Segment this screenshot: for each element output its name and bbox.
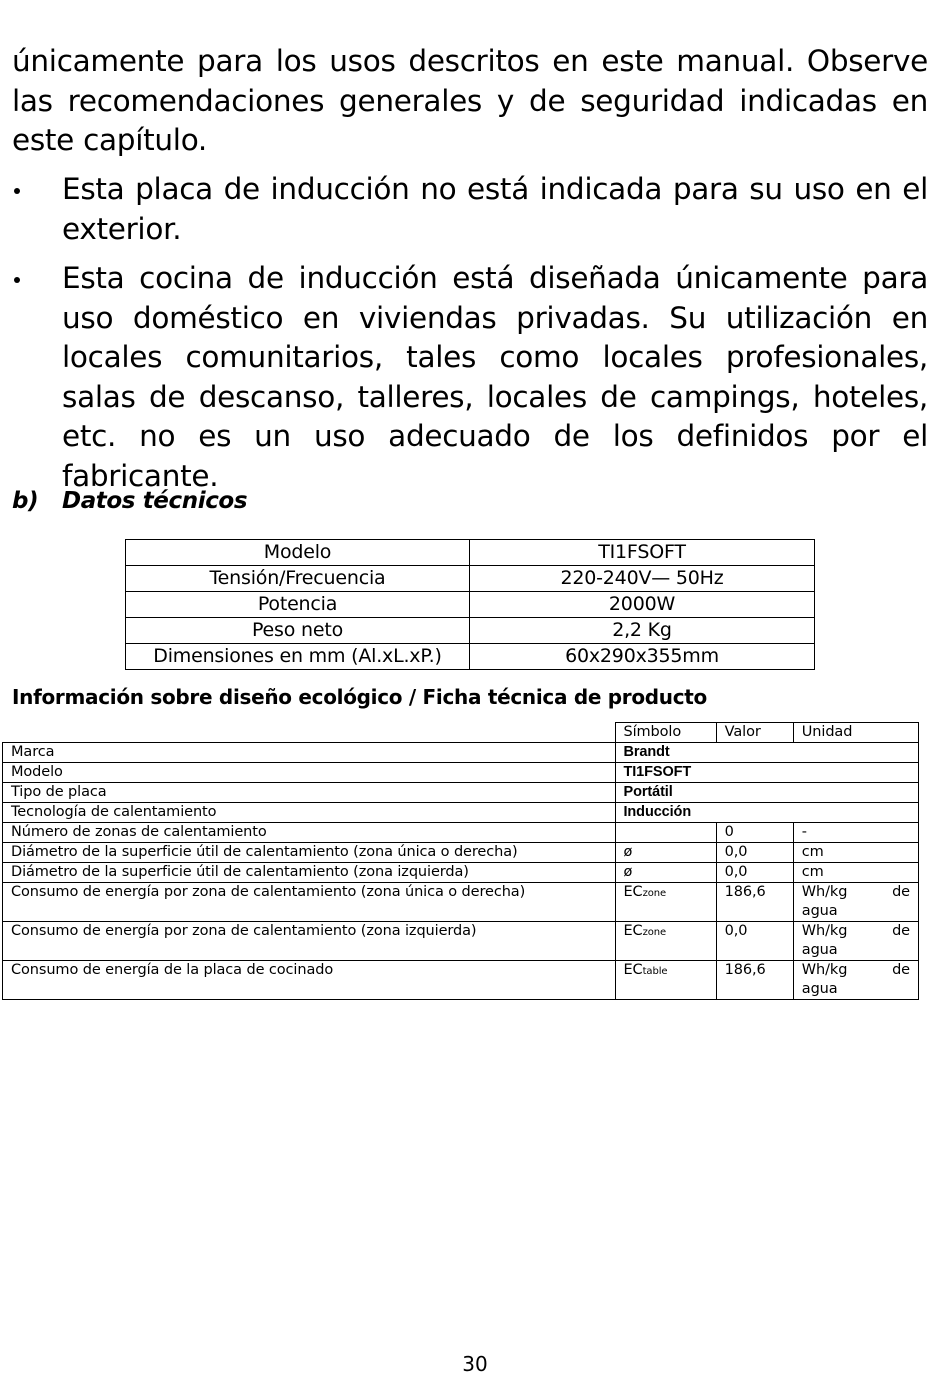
- row-unit: cm: [793, 863, 918, 883]
- bullet-text: Esta placa de inducción no está indicada para su uso en el exterior.: [62, 172, 928, 246]
- unit-line-1: Wh/kg de: [801, 923, 910, 939]
- symbol-subscript: zone: [642, 927, 667, 938]
- table-row: [3, 823, 919, 843]
- row-unit: cm: [793, 843, 918, 863]
- row-label: Diámetro de la superficie útil de calentamiento (zona izquierda): [3, 863, 616, 883]
- row-label: Modelo: [3, 763, 616, 783]
- table-row: [3, 843, 919, 863]
- row-label: Consumo de energía de la placa de cocinado: [3, 961, 616, 1000]
- row-symbol: [615, 922, 716, 961]
- row-value: 186,6: [716, 883, 793, 922]
- row-label: Diámetro de la superficie útil de calentamiento (zona única o derecha): [3, 843, 616, 863]
- symbol-subscript: zone: [642, 888, 667, 899]
- table-row: [3, 883, 919, 922]
- diameter-symbol-icon: ø: [615, 863, 716, 883]
- section-title: Datos técnicos: [62, 488, 248, 514]
- tech-label: Dimensiones en mm (Al.xL.xP.): [126, 644, 470, 670]
- table-row: [126, 540, 815, 566]
- row-unit: [793, 961, 918, 1000]
- tech-label: Peso neto: [126, 618, 470, 644]
- tech-value: 2,2 Kg: [470, 618, 815, 644]
- tech-label: Tensión/Frecuencia: [126, 566, 470, 592]
- row-value: 0,0: [716, 843, 793, 863]
- bullet-dot-icon: [14, 188, 20, 194]
- row-value: 186,6: [716, 961, 793, 1000]
- bullet-text: Esta cocina de inducción está diseñada únicamente para uso doméstico en viviendas privadas. Su utilización en locales comunitarios, tales como locales profesionales, salas de descanso, talleres, locales de campings, hoteles, etc. no es un uso adecuado de los definidos por el fabricante.: [62, 261, 928, 493]
- unit-line-2: agua: [801, 981, 838, 997]
- row-merged-value: Inducción: [615, 803, 919, 823]
- tech-value: 2000W: [470, 592, 815, 618]
- row-value: 0,0: [716, 863, 793, 883]
- row-label: Consumo de energía por zona de calentamiento (zona única o derecha): [3, 883, 616, 922]
- diameter-symbol-icon: ø: [615, 843, 716, 863]
- row-value: 0: [716, 823, 793, 843]
- row-unit: -: [793, 823, 918, 843]
- row-label: Marca: [3, 743, 616, 763]
- row-label: Tipo de placa: [3, 783, 616, 803]
- tech-value: 60x290x355mm: [470, 644, 815, 670]
- row-merged-value: Brandt: [615, 743, 919, 763]
- symbol-main: EC: [623, 884, 643, 900]
- row-symbol: [615, 883, 716, 922]
- eco-design-title: Información sobre diseño ecológico / Ficha técnica de producto: [12, 685, 707, 709]
- table-row: [3, 863, 919, 883]
- bullet-item-domestic-use: [12, 259, 928, 496]
- row-label: Tecnología de calentamiento: [3, 803, 616, 823]
- table-row: [126, 566, 815, 592]
- header-symbol: Símbolo: [615, 723, 716, 743]
- unit-line-2: agua: [801, 903, 838, 919]
- table-row: [126, 644, 815, 670]
- row-label: Número de zonas de calentamiento: [3, 823, 616, 843]
- row-unit: [793, 922, 918, 961]
- page-number: 30: [462, 1352, 488, 1376]
- section-label: b): [12, 488, 39, 514]
- table-row: [3, 961, 919, 1000]
- table-row: [3, 783, 919, 803]
- tech-label: Modelo: [126, 540, 470, 566]
- section-heading: [12, 488, 247, 514]
- symbol-main: EC: [623, 923, 643, 939]
- row-symbol: [615, 823, 716, 843]
- table-header-row: [3, 723, 919, 743]
- symbol-main: EC: [623, 962, 643, 978]
- unit-line-2: agua: [801, 942, 838, 958]
- technical-data-table: [125, 539, 815, 670]
- row-merged-value: TI1FSOFT: [615, 763, 919, 783]
- row-symbol: [615, 961, 716, 1000]
- table-row: [3, 922, 919, 961]
- tech-value: 220-240V— 50Hz: [470, 566, 815, 592]
- table-row: [3, 803, 919, 823]
- row-value: 0,0: [716, 922, 793, 961]
- symbol-subscript: table: [642, 966, 668, 977]
- table-row: [126, 618, 815, 644]
- bullet-dot-icon: [14, 277, 20, 283]
- table-row: [3, 743, 919, 763]
- tech-value: TI1FSOFT: [470, 540, 815, 566]
- eco-design-table: [2, 722, 919, 1000]
- header-unit: Unidad: [793, 723, 918, 743]
- header-value: Valor: [716, 723, 793, 743]
- table-row: [126, 592, 815, 618]
- table-row: [3, 763, 919, 783]
- intro-paragraph: únicamente para los usos descritos en este manual. Observe las recomendaciones generales y de seguridad indicadas en este capítulo.: [12, 44, 928, 157]
- empty-cell: [3, 723, 616, 743]
- unit-line-1: Wh/kg de: [801, 884, 910, 900]
- unit-line-1: Wh/kg de: [801, 962, 910, 978]
- row-merged-value: Portátil: [615, 783, 919, 803]
- tech-label: Potencia: [126, 592, 470, 618]
- bullet-item-outdoor: [12, 170, 928, 249]
- row-label: Consumo de energía por zona de calentamiento (zona izquierda): [3, 922, 616, 961]
- row-unit: [793, 883, 918, 922]
